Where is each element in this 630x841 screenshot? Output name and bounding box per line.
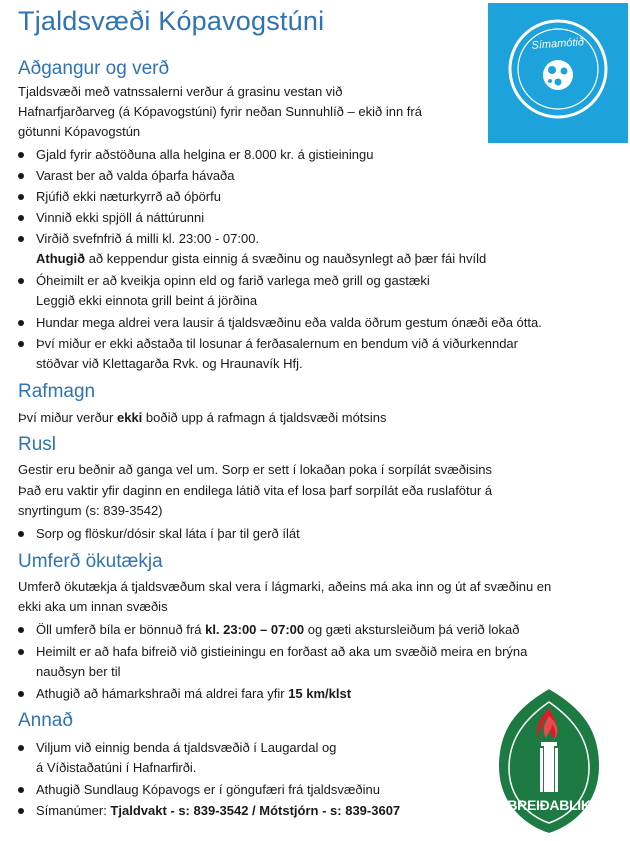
waste-line-2: Það eru vaktir yfir daginn en endilega látið vita ef losa þarf sorpílát eða ruslafötur á [18,483,493,498]
heading-power: Rafmagn [18,381,96,402]
access-intro-2: Hafnarfjarðarveg (á Kópavogstúni) fyrir neðan Sunnuhlíð – ekið inn frá [18,104,422,119]
breidablik-logo [494,686,604,836]
page-title: Tjaldsvæði Kópavogstúni [18,6,325,36]
simamotid-logo-text: Símamótið [531,36,585,52]
list-item: Óheimilt er að kveikja opinn eld og farið varlega með grill og gastæki [18,271,430,292]
list-item: Gjald fyrir aðstöðuna alla helgina er 8.000 kr. á gistieiningu [18,145,374,166]
list-item: Öll umferð bíla er bönnuð frá kl. 23:00 – 07:00 og gæti akstursleiðum þá verið lokað [18,620,519,641]
list-item: Athugið að hámarkshraði má aldrei fara yfir 15 km/klst [18,684,351,705]
traffic-note: nauðsyn ber til [36,664,121,679]
waste-line-1: Gestir eru beðnir að ganga vel um. Sorp er sett í lokaðan poka í sorpílát svæðisins [18,462,493,477]
heading-access: Aðgangur og verð [18,58,170,79]
list-item: Athugið Sundlaug Kópavogs er í göngufæri frá tjaldsvæðinu [18,780,380,801]
list-item: Því miður er ekki aðstaða til losunar á ferðasalernum en bendum við á viðurkenndar [18,334,518,355]
traffic-line-2: ekki aka um innan svæðis [18,599,168,614]
list-item: Varast ber að valda óþarfa hávaða [18,166,235,187]
access-intro-3: götunni Kópavogstún [18,124,141,139]
simamotid-emblem [488,3,628,143]
list-item: Símanúmer: Tjaldvakt - s: 839-3542 / Mótstjórn - s: 839-3607 [18,801,400,822]
breidablik-logo-text: BREIÐABLIK [507,797,591,813]
list-item: Sorp og flöskur/dósir skal láta í þar til gerð ílát [18,524,300,545]
heading-other: Annað [18,710,73,731]
list-item: Heimilt er að hafa bifreið við gistieiningu en forðast að aka um svæðið meira en brýna [18,642,527,663]
other-note: á Víðistaðatúni í Hafnarfirði. [36,760,197,775]
heading-traffic: Umferð ökutækja [18,551,163,572]
breidablik-emblem [494,686,604,836]
access-note: Athugið að keppendur gista einnig á svæðinu og nauðsynlegt að þær fái hvíld [36,251,487,266]
power-text: Því miður verður ekki boðið upp á rafmagn á tjaldsvæði mótsins [18,410,387,425]
list-item: Viljum við einnig benda á tjaldsvæðið í Laugardal og [18,738,336,759]
dump-note: stöðvar við Klettagarða Rvk. og Hraunavík Hfj. [36,356,303,371]
list-item: Virðið svefnfrið á milli kl. 23:00 - 07:00. [18,229,259,250]
list-item: Vinnið ekki spjöll á náttúrunni [18,208,204,229]
simamotid-logo [488,3,628,143]
fire-note: Leggið ekki einnota grill beint á jörðina [36,293,258,308]
traffic-line-1: Umferð ökutækja á tjaldsvæðum skal vera í lágmarki, aðeins má aka inn og út af svæðinu en [18,579,552,594]
heading-waste: Rusl [18,434,57,455]
waste-line-3: snyrtingum (s: 839-3542) [18,503,163,518]
access-intro-1: Tjaldsvæði með vatnssalerni verður á grasinu vestan við [18,84,343,99]
list-item: Hundar mega aldrei vera lausir á tjaldsvæðinu eða valda öðrum gestum ónæði eða ótta. [18,313,542,334]
list-item: Rjúfið ekki næturkyrrð að óþörfu [18,187,221,208]
